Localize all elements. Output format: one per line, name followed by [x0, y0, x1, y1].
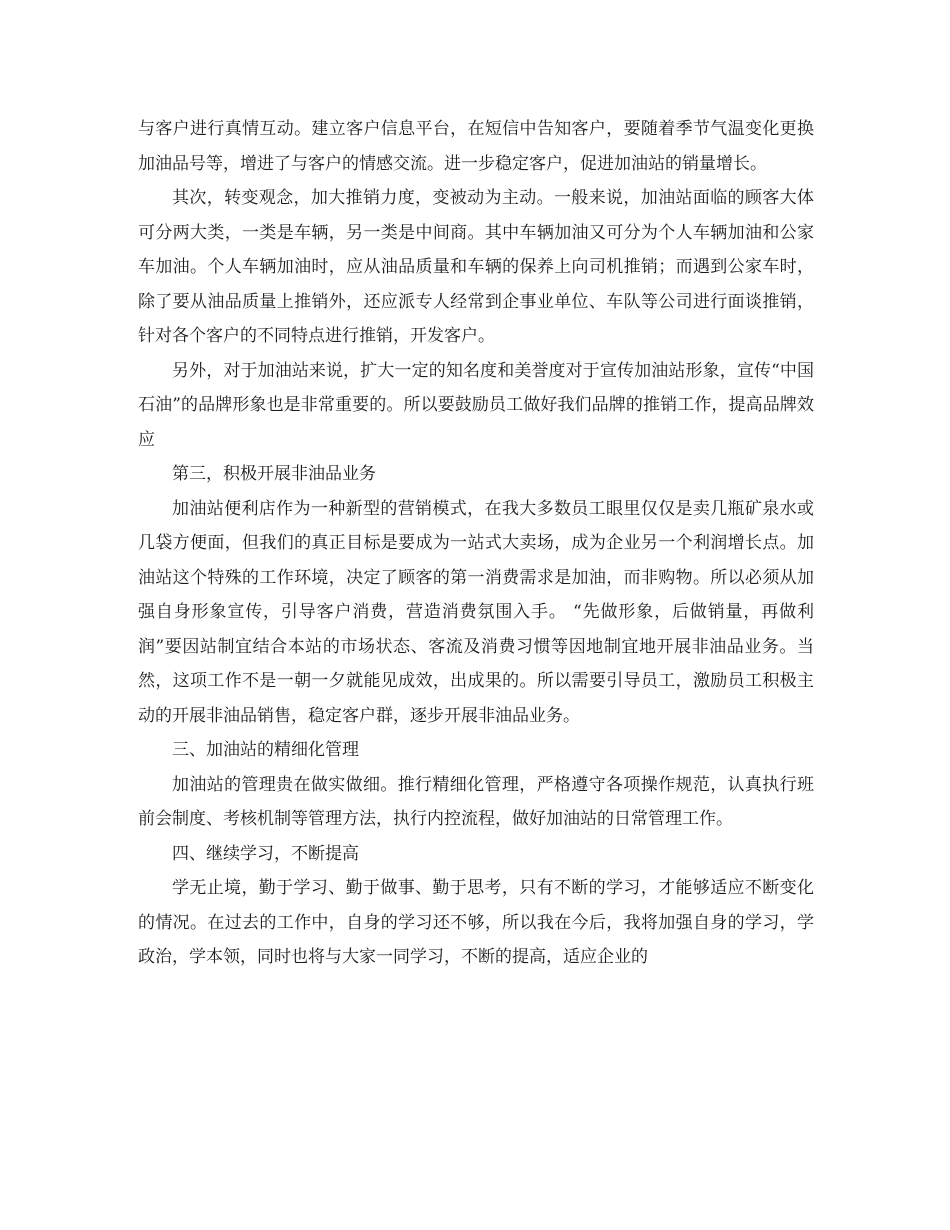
paragraph-continuous-learning: 学无止境，勤于学习、勤于做事、勤于思考，只有不断的学习，才能够适应不断变化的情况。在过去的工作中，自身的学习还不够，所以我在今后，我将加强自身的学习，学政治，学本领，同时也将与大家一同学习，不断的提高，适应企业的	[138, 878, 814, 967]
heading-non-oil-business: 第三，积极开展非油品业务	[172, 464, 376, 484]
document-page	[138, 112, 814, 975]
paragraph-convenience-store: 加油站便利店作为一种新型的营销模式，在我大多数员工眼里仅仅是卖几瓶矿泉水或几袋方便面，但我们的真正目标是要成为一站式大卖场，成为企业另一个利润增长点。加油站这个特殊的工作环境，决定了顾客的第一消费需求是加油，而非购物。所以必须从加强自身形象宣传，引导客户消费，营造消费氛围入手。 “先做形象，后做销量，再做利润”要因站制宜结合本站的市场状态、客流及消费习惯等因地制宜地开展非油品业务。当然，这项工作不是一朝一夕就能见成效，出成果的。所以需要引导员工，激励员工积极主动的开展非油品销售，稳定客户群，逐步开展非油品业务。	[138, 498, 814, 726]
heading-fine-management: 三、加油站的精细化管理	[172, 740, 359, 760]
paragraph-fine-management: 加油站的管理贵在做实做细。推行精细化管理，严格遵守各项操作规范，认真执行班前会制度、考核机制等管理方法，执行内控流程，做好加油站的日常管理工作。	[138, 774, 814, 829]
paragraph-sales-promotion: 其次，转变观念，加大推销力度，变被动为主动。一般来说，加油站面临的顾客大体可分两大类，一类是车辆，另一类是中间商。其中车辆加油又可分为个人车辆加油和公家车加油。个人车辆加油时，应从油品质量和车辆的保养上向司机推销；而遇到公家车时，除了要从油品质量上推销外，还应派专人经常到企事业单位、车队等公司进行面谈推销，针对各个客户的不同特点进行推销，开发客户。	[138, 188, 814, 346]
paragraph-continuation: 与客户进行真情互动。建立客户信息平台，在短信中告知客户，要随着季节气温变化更换加油品号等，增进了与客户的情感交流。进一步稳定客户，促进加油站的销量增长。	[138, 119, 814, 174]
paragraph-brand-image: 另外，对于加油站来说，扩大一定的知名度和美誉度对于宣传加油站形象，宣传“中国石油”的品牌形象也是非常重要的。所以要鼓励员工做好我们品牌的推销工作，提高品牌效应	[138, 360, 814, 450]
heading-continuous-learning: 四、继续学习，不断提高	[172, 843, 359, 864]
